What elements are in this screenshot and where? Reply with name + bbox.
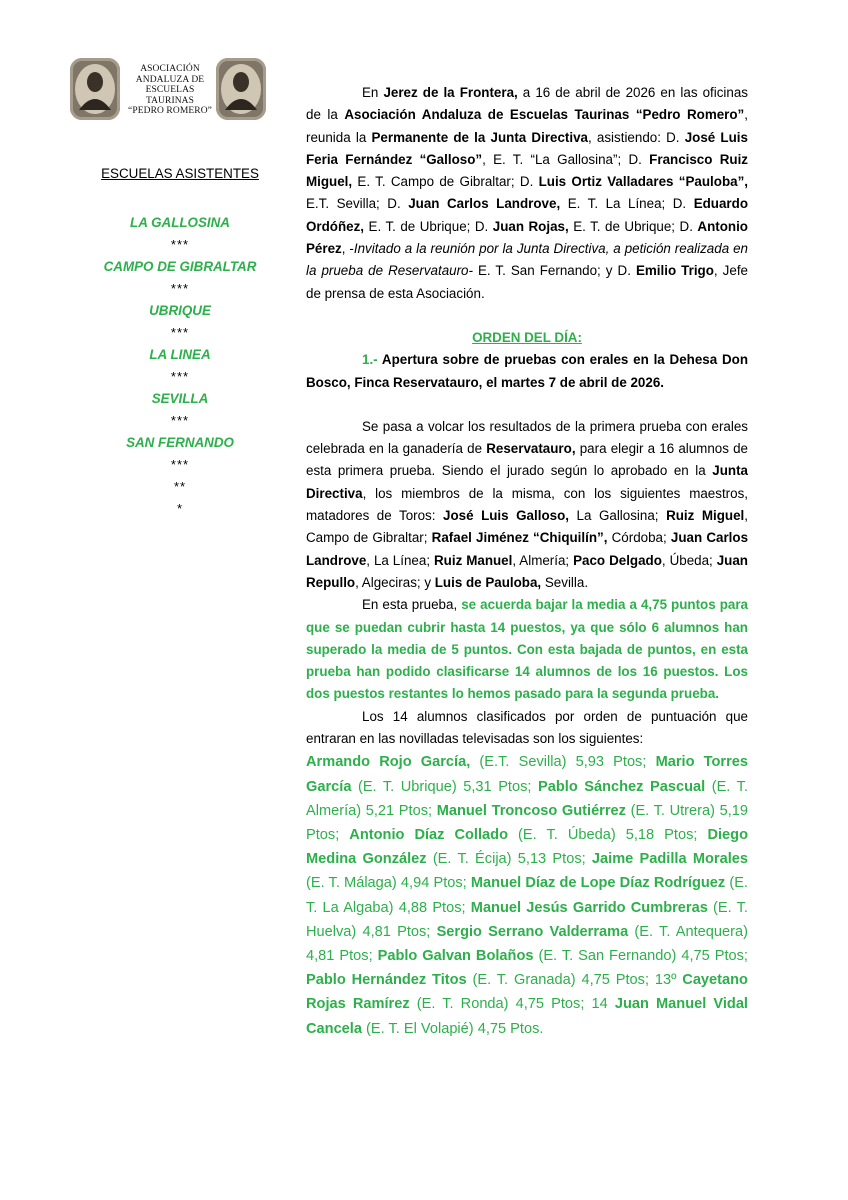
separator: *** — [170, 369, 190, 384]
association-logo — [70, 58, 266, 124]
student-entry: Manuel Jesús Garrido Cumbreras (E. T. Huelva) 4,81 Ptos; — [306, 899, 748, 940]
results-paragraph: Se pasa a volcar los resultados de la primera prueba con erales celebrada en la ganadería de Reservatauro, para elegir a 16 alumnos de esta primera prueba. Siendo el jurado según lo aprobado en la Junta Directiva, los miembros de la misma, con los siguientes maestros, matadores de Toros: José Luis Galloso, La Gallosina; Ruiz Miguel, Campo de Gibraltar; Rafael Jiménez “Chiquilín”, Córdoba; Juan Carlos Landrove, La Línea; Ruiz Manuel, Almería; Paco Delgado, Úbeda; Juan Repullo, Algeciras; y Luis de Pauloba, Sevilla. — [306, 418, 749, 590]
agenda-item-1: 1.- Apertura sobre de pruebas con erales en la Dehesa Don Bosco, Finca Reservatauro, el martes 7 de abril de 2026. — [306, 352, 748, 390]
school-item: SAN FERNANDO — [126, 435, 234, 450]
student-entry: Pablo Hernández Titos (E. T. Granada) 4,75 Ptos; — [306, 972, 655, 989]
school-item: SEVILLA — [151, 391, 209, 406]
student-entry: Pablo Galvan Bolaños (E. T. San Fernando) 4,75 Ptos; — [377, 947, 748, 964]
student-entry: Manuel Troncoso Gutiérrez (E. T. Utrera) 5,19 Ptos; — [306, 802, 749, 843]
student-entry: Armando Rojo García, (E.T. Sevilla) 5,93 Ptos; — [306, 754, 656, 771]
student-entry: Pablo Sánchez Pascual (E. T. Almería) 5,21 Ptos; — [306, 778, 748, 819]
school-item: LA GALLOSINA — [130, 215, 230, 230]
attending-schools-heading: ESCUELAS ASISTENTES — [101, 166, 259, 181]
separator: *** — [170, 281, 190, 296]
classified-intro: Los 14 alumnos clasificados por orden de puntuación que entraran en las novilladas televisadas son los siguientes: — [306, 708, 748, 747]
logo-text: ASOCIACIÓN ANDALUZA DE ESCUELAS TAURINAS “PEDRO ROMERO” — [128, 64, 212, 116]
separator: ** — [173, 479, 187, 494]
student-entry: Antonio Díaz Collado (E. T. Úbeda) 5,18 Ptos; — [349, 826, 708, 843]
school-item: UBRIQUE — [149, 303, 211, 318]
school-item: LA LINEA — [149, 347, 211, 362]
intro-paragraph: En Jerez de la Frontera, a 16 de abril de 2026 en las oficinas de la Asociación Andaluza de Escuelas Taurinas “Pedro Romero”, reunida la Permanente de la Junta Directiva, asistiendo: D. José Luis Feria Fernández “Galloso”, E. T. “La Gallosina”; D. Francisco Ruiz Miguel, E. T. Campo de Gibraltar; D. Luis Ortiz Valladares “Pauloba”, E.T. Sevilla; D. Juan Carlos Landrove, E. T. La Línea; D. Eduardo Ordóñez, E. T. de Ubrique; D. Juan Rojas, E. T. de Ubrique; D. Antonio Pérez, -Invitado a la reunión por la Junta Directiva, a petición realizada en la prueba de Reservatauro- E. T. San Fernando; y D. Emilio Trigo, Jefe de prensa de esta Asociación. — [306, 85, 748, 301]
student-entry: 14 Juan Manuel Vidal Cancela (E. T. El Volapié) 4,75 Ptos. — [306, 996, 748, 1037]
portrait-medallion-right — [216, 58, 266, 120]
separator: *** — [170, 237, 190, 252]
separator: *** — [170, 457, 190, 472]
student-entry: Jaime Padilla Morales (E. T. Málaga) 4,94 Ptos; — [306, 851, 748, 892]
separator: * — [176, 501, 184, 516]
agenda-title: ORDEN DEL DÍA: — [472, 329, 582, 345]
student-entry: Diego Medina González (E. T. Écija) 5,13 Ptos; — [306, 826, 748, 868]
student-entry: Sergio Serrano Valderrama (E. T. Antequera) 4,81 Ptos; — [306, 923, 748, 964]
separator: *** — [170, 413, 190, 428]
student-entry: 13º Cayetano Rojas Ramírez (E. T. Ronda) 4,75 Ptos; — [306, 972, 748, 1013]
average-paragraph: En esta prueba, se acuerda bajar la media a 4,75 puntos para que se puedan cubrir hasta 14 puestos, ya que sólo 6 alumnos han superado la media de 5 puntos. Con esta bajada de puntos, en esta prueba han podido clasificarse 14 alumnos de los 16 puestos. Los dos puestos restantes lo hemos pasado para la segunda prueba. — [306, 597, 749, 702]
student-entry: Mario Torres García (E. T. Ubrique) 5,31 Ptos; — [306, 754, 748, 795]
separator: *** — [170, 325, 190, 340]
classified-students-list — [306, 750, 748, 1040]
attending-schools-column — [60, 166, 300, 520]
school-item: CAMPO DE GIBRALTAR — [103, 259, 257, 274]
student-entry: Manuel Díaz de Lope Díaz Rodríguez (E. T. La Algaba) 4,88 Ptos; — [306, 875, 748, 916]
portrait-medallion-left — [70, 58, 120, 120]
minutes-body — [306, 82, 748, 1041]
